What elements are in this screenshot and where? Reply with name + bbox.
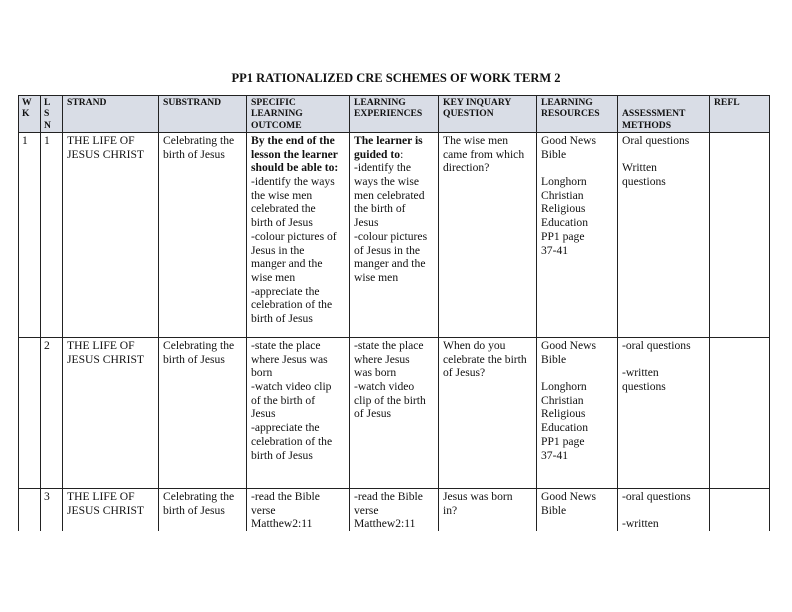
cell-strand: THE LIFE OF JESUS CHRIST xyxy=(63,337,159,488)
cell-week xyxy=(19,488,41,532)
table-row xyxy=(19,132,770,337)
cell-specific-learning-outcome xyxy=(247,337,350,488)
specific-learning-outcome-text: -identify the ways the wise men celebrated the birth of Jesus -colour pictures of Jesus in the manger and the wise men -appreciate the celebration of the birth of Jesus xyxy=(251,175,337,326)
header-assessment-methods: ASSESSMENT METHODS xyxy=(618,96,710,133)
cell-strand: THE LIFE OF JESUS CHRIST xyxy=(63,488,159,532)
header-row xyxy=(19,96,770,133)
cell-learning-resources: Good News Bible Longhorn Christian Religious Education PP1 page 37-41 xyxy=(537,132,618,337)
header-learning-resources: LEARNING RESOURCES xyxy=(537,96,618,133)
cell-assessment-methods: -oral questions -written questions xyxy=(618,337,710,488)
cell-lesson: 2 xyxy=(41,337,63,488)
header-learning-experiences: LEARNING EXPERIENCES xyxy=(350,96,439,133)
table-row xyxy=(19,488,770,532)
cell-learning-experiences xyxy=(350,337,439,488)
cell-week xyxy=(19,337,41,488)
cell-assessment-methods: Oral questions Written questions xyxy=(618,132,710,337)
learning-experiences-text: -read the Bible verse Matthew2:11 xyxy=(354,489,423,531)
specific-learning-outcome-text: -state the place where Jesus was born -watch video clip of the birth of Jesus -appreciate the celebration of the birth of Jesus xyxy=(251,338,333,462)
cell-assessment-methods: -oral questions -written xyxy=(618,488,710,532)
cell-key-inquiry-question: Jesus was born in? xyxy=(439,488,537,532)
specific-learning-outcome-intro: By the end of the lesson the learner should be able to: xyxy=(251,133,339,175)
learning-experiences-text: : -identify the ways the wise men celebrated the birth of Jesus -colour pictures of Jesus in the manger and the wise men xyxy=(354,147,428,284)
header-key-inquiry-question: KEY INQUARY QUESTION xyxy=(439,96,537,133)
scheme-of-work-table xyxy=(18,95,770,533)
cell-lesson: 1 xyxy=(41,132,63,337)
table-row xyxy=(19,337,770,488)
learning-experiences-intro: The learner is guided to xyxy=(354,133,423,161)
cell-reflection xyxy=(710,132,770,337)
cell-reflection xyxy=(710,488,770,532)
cell-reflection xyxy=(710,337,770,488)
header-week: W K xyxy=(19,96,41,133)
cell-week: 1 xyxy=(19,132,41,337)
header-strand: STRAND xyxy=(63,96,159,133)
document-title: PP1 RATIONALIZED CRE SCHEMES OF WORK TERM 2 xyxy=(231,71,561,85)
cell-substrand: Celebrating the birth of Jesus xyxy=(159,337,247,488)
header-substrand: SUBSTRAND xyxy=(159,96,247,133)
cell-specific-learning-outcome xyxy=(247,488,350,532)
cell-learning-experiences xyxy=(350,488,439,532)
cell-substrand: Celebrating the birth of Jesus xyxy=(159,132,247,337)
header-specific-learning-outcome: SPECIFIC LEARNING OUTCOME xyxy=(247,96,350,133)
cell-strand: THE LIFE OF JESUS CHRIST xyxy=(63,132,159,337)
header-lesson: L S N xyxy=(41,96,63,133)
cell-specific-learning-outcome xyxy=(247,132,350,337)
cell-key-inquiry-question: When do you celebrate the birth of Jesus? xyxy=(439,337,537,488)
cell-key-inquiry-question: The wise men came from which direction? xyxy=(439,132,537,337)
cell-learning-resources: Good News Bible Longhorn Christian Religious Education PP1 page 37-41 xyxy=(537,337,618,488)
cell-lesson: 3 xyxy=(41,488,63,532)
specific-learning-outcome-text: -read the Bible verse Matthew2:11 xyxy=(251,489,320,531)
header-reflection: REFL xyxy=(710,96,770,133)
cell-learning-experiences xyxy=(350,132,439,337)
learning-experiences-text: -state the place where Jesus was born -watch video clip of the birth of Jesus xyxy=(354,338,426,421)
cell-learning-resources: Good News Bible xyxy=(537,488,618,532)
cell-substrand: Celebrating the birth of Jesus xyxy=(159,488,247,532)
